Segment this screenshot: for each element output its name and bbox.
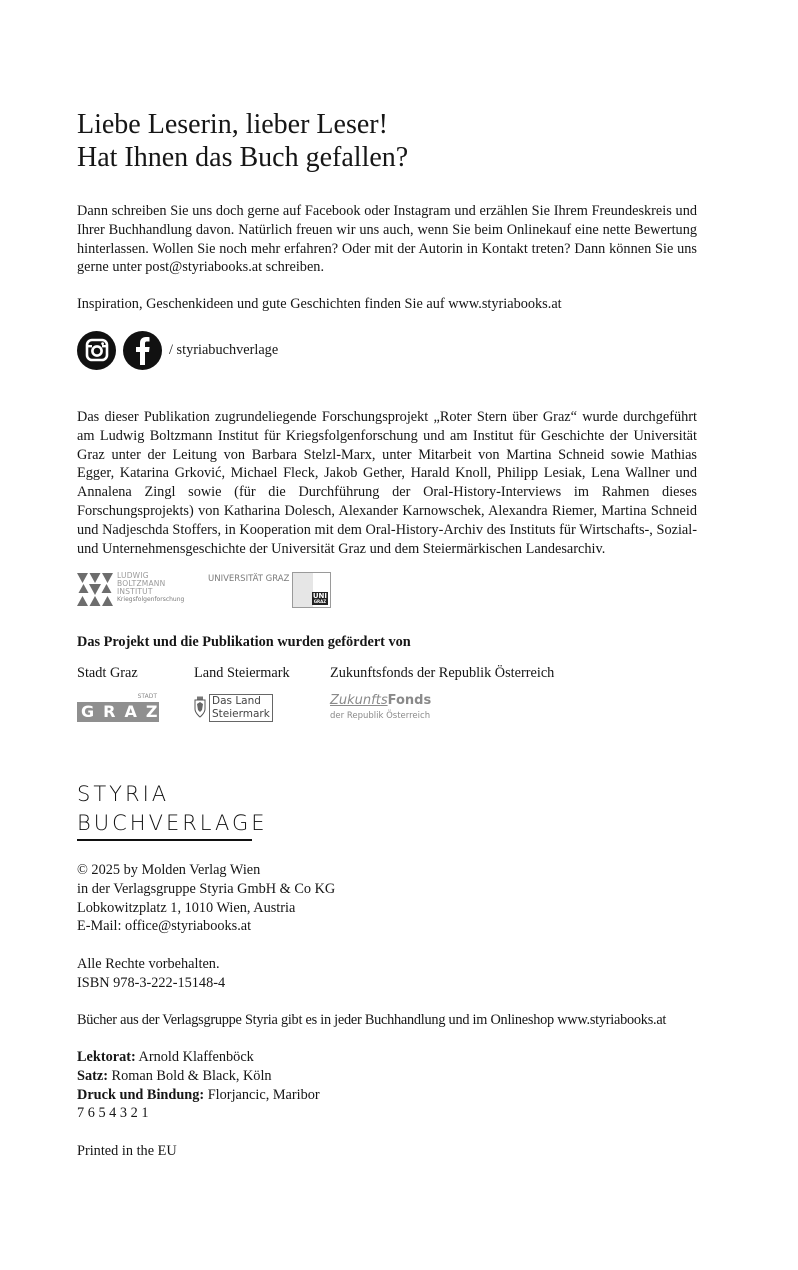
zukunfts-text: Zukunfts: [330, 693, 388, 708]
copyright-line: © 2025 by Molden Verlag Wien: [77, 862, 261, 878]
stadt-graz-main: GRAZ: [77, 702, 159, 722]
funder-land-steiermark: Land Steiermark: [194, 665, 290, 681]
fonds-text: Fonds: [387, 693, 432, 708]
address-line: Lobkowitzplatz 1, 1010 Wien, Austria: [77, 899, 296, 916]
lbi-line-2: BOLTZMANN: [117, 579, 166, 588]
unigraz-logo: [208, 572, 332, 608]
land-steiermark-logo: [194, 693, 270, 723]
lbi-line-1: LUDWIG: [117, 571, 149, 580]
social-handle: / styriabuchverlage: [169, 341, 279, 358]
satz-label: Satz:: [77, 1067, 108, 1084]
lektorat-label: Lektorat:: [77, 1049, 136, 1065]
lektorat-value: Arnold Klaffenböck: [135, 1049, 254, 1065]
druck-line: [77, 1086, 320, 1105]
funder-zukunftsfonds: Zukunftsfonds der Republik Österreich: [330, 665, 555, 681]
intro-paragraph: Dann schreiben Sie uns doch gerne auf Facebook oder Instagram und erzählen Sie Ihrem Freundeskreis und Ihrer Buchhandlung davon. Natürlich freuen wir uns auch, wenn Sie beim Onlinekauf eine nette Bewertung hinterlassen. Wollen Sie noch mehr erfahren? Oder mit der Autorin in Kontakt treten? Dann können Sie uns gerne unter post@styriabooks.at schreiben.: [77, 203, 697, 276]
printline: 7 6 5 4 3 2 1: [77, 1105, 149, 1122]
isbn-line: ISBN 978-3-222-15148-4: [77, 974, 226, 991]
facebook-icon[interactable]: [123, 331, 162, 370]
group-line: in der Verlagsgruppe Styria GmbH & Co KG: [77, 880, 336, 897]
instagram-icon[interactable]: [77, 331, 116, 370]
shop-line: Bücher aus der Verlagsgruppe Styria gibt es in jeder Buchhandlung und im Onlineshop www.styriabooks.at: [77, 1012, 667, 1028]
unigraz-label: UNIVERSITÄT GRAZ: [208, 574, 290, 584]
satz-value: Roman Bold & Black, Köln: [107, 1067, 272, 1084]
satz-line: [77, 1067, 320, 1086]
research-paragraph: Das dieser Publikation zugrundeliegende Forschungsprojekt „Roter Stern über Graz“ wurde durchgeführt am Ludwig Boltzmann Institut für Kriegsfolgenforschung und am Institut für Geschichte der Universität Graz unter der Leitung von Barbara Stelzl-Marx, unter Mitarbeit von Martina Schneid sowie Mathias Egger, Katarina Grković, Michael Fleck, Jakob Gether, Harald Knoll, Philipp Lesiak, Lena Wallner und Annalena Zingl sowie (für die Durchführung der Oral-History-Interviews im Rahmen dieses Forschungsprojekts) von Katharina Dolesch, Alexander Karnowschek, Alexandra Riemer, Martina Schneid und Nadjeschda Stoffers, in Kooperation mit dem Oral-History-Archiv des Instituts für Wirtschafts-, Sozial- und Unternehmensgeschichte der Universität Graz und dem Steiermärkischen Landesarchiv.: [77, 409, 697, 557]
land-steiermark-line-2: Steiermark: [212, 708, 270, 720]
lbi-logo: [77, 572, 189, 608]
imprint-rights: [77, 955, 225, 993]
land-steiermark-line-1: Das Land: [212, 695, 261, 707]
stadt-graz-small: STADT: [137, 693, 157, 700]
printed-line: Printed in the EU: [77, 1143, 177, 1159]
social-row: [77, 330, 278, 370]
funding-title: Das Projekt und die Publikation wurden gefördert von: [77, 634, 411, 650]
coat-of-arms-icon: [194, 696, 206, 718]
lbi-line-3: INSTITUT: [117, 587, 153, 596]
druck-value: Florjancic, Maribor: [204, 1086, 320, 1103]
imprint-credits: [77, 1048, 320, 1123]
lbi-line-4: Kriegsfolgenforschung: [117, 596, 185, 603]
inspiration-paragraph: Inspiration, Geschenkideen und gute Geschichten finden Sie auf www.styriabooks.at: [77, 296, 562, 312]
zukunftsfonds-logo: [330, 693, 440, 723]
styria-logo: [77, 780, 268, 838]
rights-line: Alle Rechte vorbehalten.: [77, 956, 220, 972]
title-line-2: Hat Ihnen das Buch gefallen?: [77, 142, 409, 173]
imprint-address: [77, 861, 335, 936]
unigraz-mark-2: GRAZ: [313, 599, 327, 604]
stadt-graz-logo: [77, 693, 167, 723]
druck-label: Druck und Bindung:: [77, 1086, 205, 1103]
styria-logo-line-2: BUCHVERLAGE: [77, 811, 268, 835]
title-line-1: Liebe Leserin, lieber Leser!: [77, 109, 388, 140]
page-title: [77, 108, 408, 174]
email-line: E-Mail: office@styriabooks.at: [77, 918, 252, 935]
funder-stadt-graz: Stadt Graz: [77, 665, 138, 681]
styria-logo-line-1: STYRIA: [77, 782, 170, 806]
styria-logo-rule: [77, 839, 252, 841]
zukunftsfonds-sub: der Republik Österreich: [330, 711, 431, 721]
unigraz-mark-1: UNI: [312, 592, 327, 600]
lektorat-line: [77, 1048, 320, 1067]
